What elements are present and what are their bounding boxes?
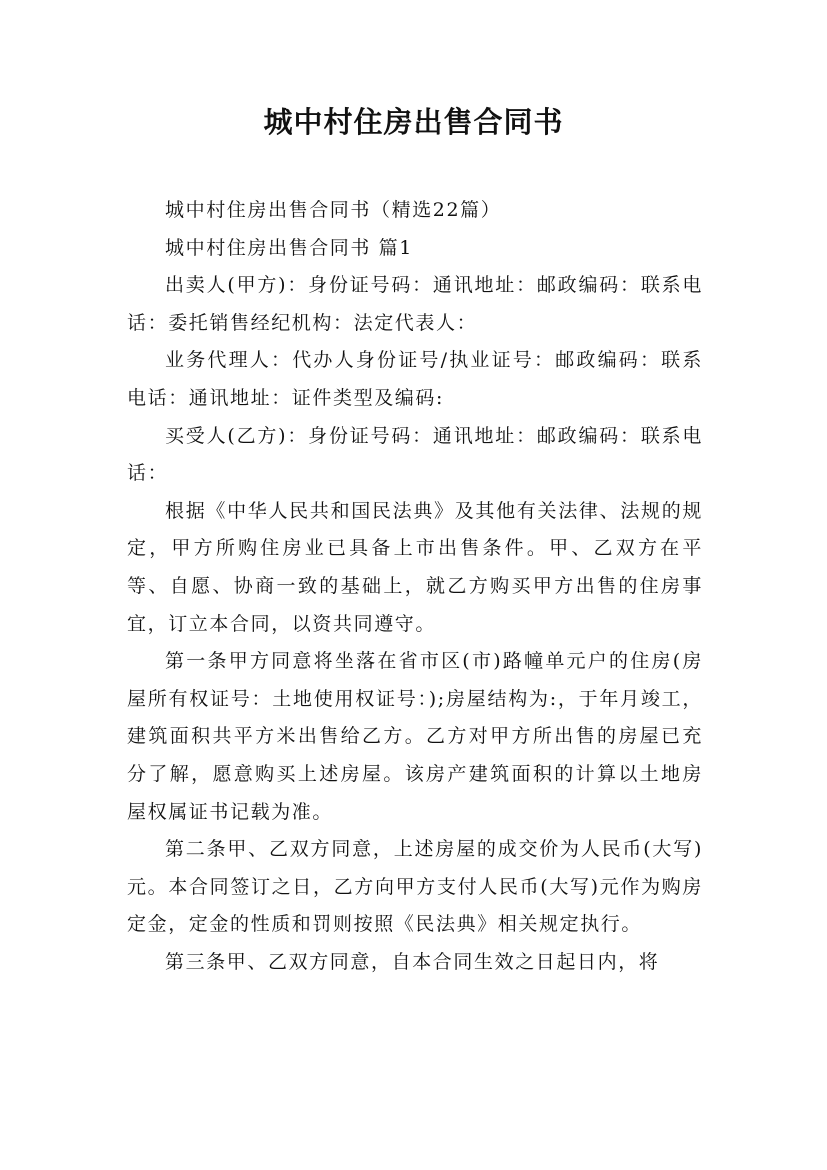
paragraph-article-3: 第三条甲、乙双方同意，自本合同生效之日起日内，将 — [165, 950, 660, 973]
paragraph-subtitle: 城中村住房出售合同书（精选22篇） — [165, 199, 502, 221]
paragraph-article-2: 第二条甲、乙双方同意，上述房屋的成交价为人民币(大写)元。本合同签订之日，乙方向甲方支付人民币(大写)元作为购房定金，定金的性质和罚则按照《民法典》相关规定执行。 — [127, 838, 703, 936]
document-title: 城中村住房出售合同书 — [263, 105, 564, 139]
paragraph-preamble: 根据《中华人民共和国民法典》及其他有关法律、法规的规定，甲方所购住房业已具备上市出售条件。甲、乙双方在平等、自愿、协商一致的基础上，就乙方购买甲方出售的住房事宜，订立本合同，以资共同遵守。 — [127, 499, 703, 635]
paragraph-section-heading: 城中村住房出售合同书 篇1 — [165, 236, 413, 259]
paragraph-buyer-info: 买受人(乙方)：身份证号码：通讯地址：邮政编码：联系电话： — [127, 424, 703, 485]
paragraph-seller-info: 出卖人(甲方)：身份证号码：通讯地址：邮政编码：联系电话：委托销售经纪机构：法定代表人： — [127, 274, 703, 334]
paragraph-article-1: 第一条甲方同意将坐落在省市区(市)路幢单元户的住房(房屋所有权证号：土地使用权证号：);房屋结构为:，于年月竣工，建筑面积共平方米出售给乙方。乙方对甲方所出售的房屋已充分了解，愿意购买上述房屋。该房产建筑面积的计算以土地房屋权属证书记载为准。 — [127, 650, 703, 823]
paragraph-agent-info: 业务代理人：代办人身份证号/执业证号：邮政编码：联系电话：通讯地址：证件类型及编码: — [127, 349, 703, 409]
document-body — [127, 192, 703, 981]
